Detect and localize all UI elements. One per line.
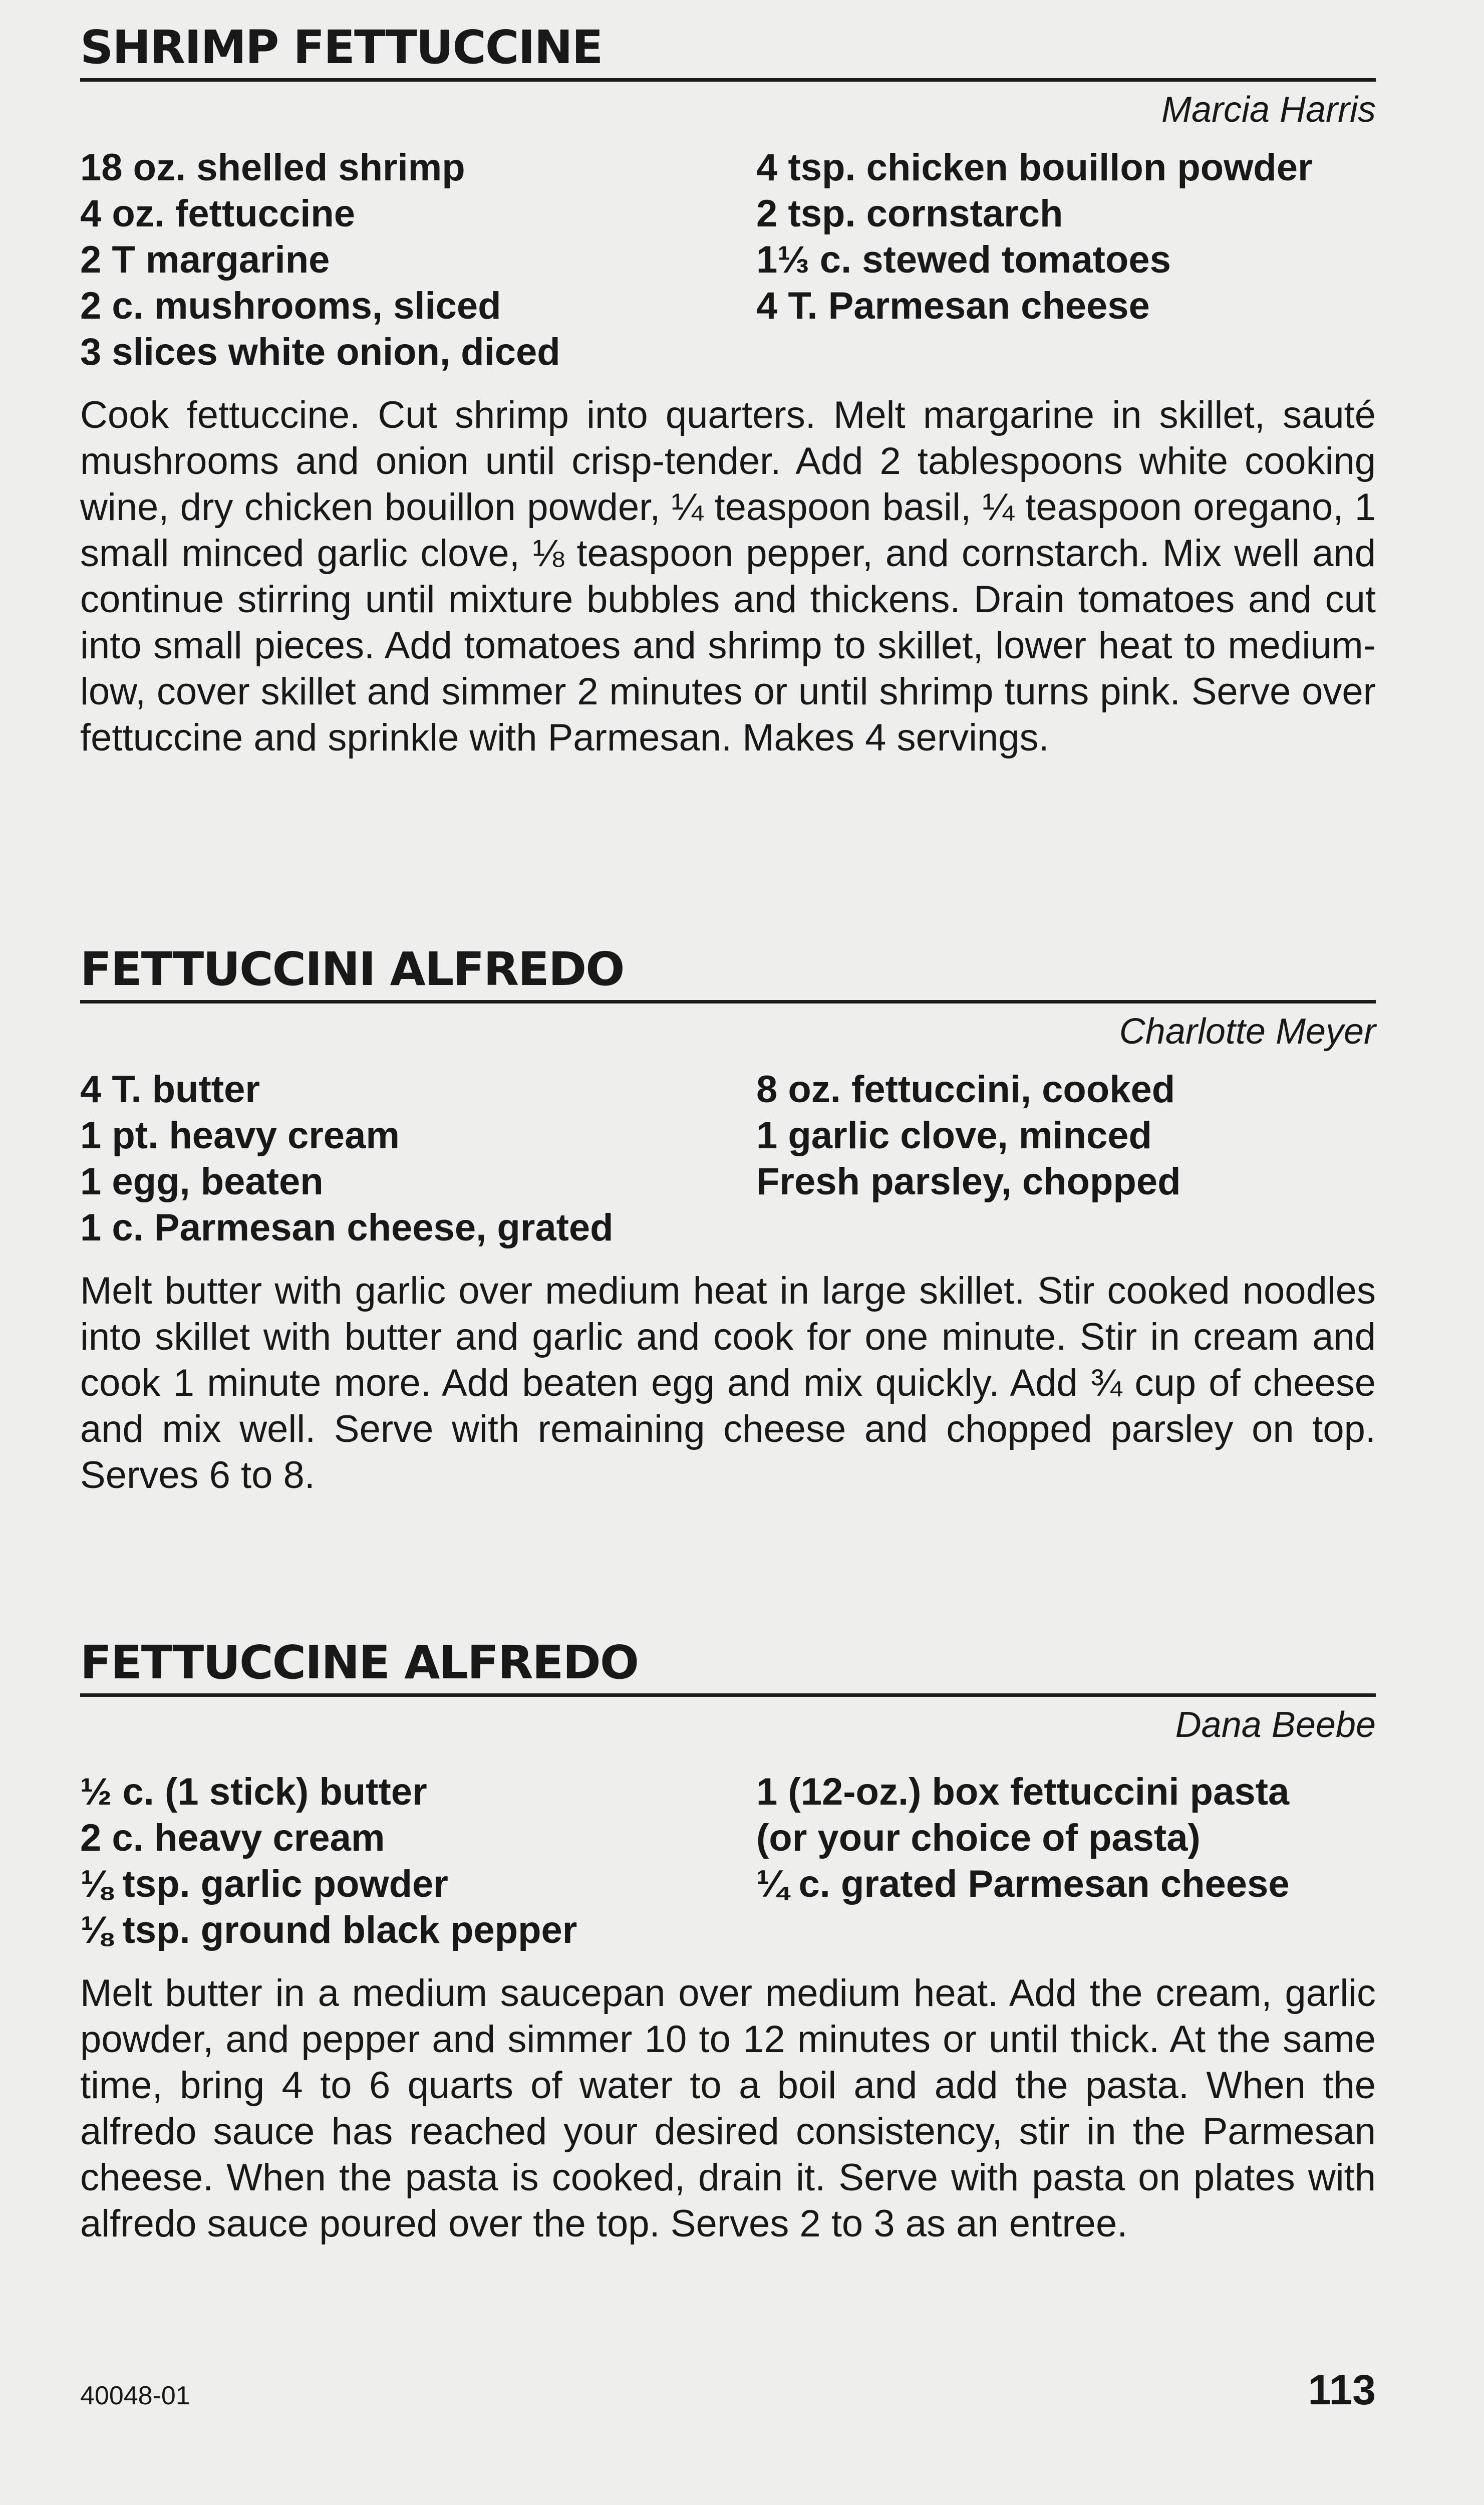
ingredient-item: 1 egg, beaten — [80, 1160, 324, 1203]
ingredient-item: 8 oz. fettuccini, cooked — [756, 1068, 1175, 1111]
ingredient-column-right — [756, 1769, 1376, 1953]
ingredient-item: 2 T margarine — [80, 238, 330, 281]
ingredient-item: Fresh parsley, chopped — [756, 1160, 1181, 1203]
ingredient-item: 1 pt. heavy cream — [80, 1114, 400, 1157]
ingredient-list — [80, 145, 1376, 375]
recipe-directions: Melt butter with garlic over medium heat in large skillet. Stir cooked noodles into skillet with butter and garlic and cook for one minute. Stir in cream and cook 1 minute more. Add beaten egg and mix quickly. Add ¾ cup of cheese and mix well. Serve with remaining cheese and chopped parsley on top. Serves 6 to 8. — [80, 1270, 1376, 1496]
ingredient-item: ⅛ tsp. garlic powder — [80, 1863, 448, 1905]
ingredient-item: 4 T. Parmesan cheese — [756, 285, 1150, 327]
recipe-shrimp-fettuccine — [80, 20, 1376, 799]
page-number: 113 — [1308, 2366, 1376, 2413]
title-divider — [80, 1693, 1376, 1697]
ingredient-item: 3 slices white onion, diced — [80, 331, 560, 373]
ingredient-column-left — [80, 1769, 756, 1953]
ingredient-item: 2 c. heavy cream — [80, 1817, 385, 1859]
ingredient-item: (or your choice of pasta) — [756, 1817, 1201, 1859]
ingredient-column-left — [80, 1067, 756, 1251]
ingredient-item: 1 c. Parmesan cheese, grated — [80, 1206, 614, 1249]
ingredient-item: ⅛ tsp. ground black pepper — [80, 1909, 577, 1951]
ingredient-list — [80, 1769, 1376, 1953]
ingredient-item: 1 garlic clove, minced — [756, 1114, 1152, 1157]
recipe-directions: Cook fettuccine. Cut shrimp into quarters. Melt margarine in skillet, sauté mushrooms and onion until crisp-tender. Add 2 tablespoons white cooking wine, dry chicken bouillon powder, ¼ teaspoon basil, ¼ teaspoon oregano, 1 small minced garlic clove, ⅛ teaspoon pepper, and cornstarch. Mix well and continue stirring until mixture bubbles and thickens. Drain tomatoes and cut into small pieces. Add tomatoes and shrimp to skillet, lower heat to medium-low, cover skillet and simmer 2 minutes or until shrimp turns pink. Serve over fettuccine and sprinkle with Parmesan. Makes 4 servings. — [80, 394, 1376, 759]
recipe-author: Dana Beebe — [1175, 1705, 1376, 1745]
ingredient-item: 1 (12-oz.) box fettuccini pasta — [756, 1771, 1290, 1813]
ingredient-item: 18 oz. shelled shrimp — [80, 146, 465, 189]
footer-code: 40048-01 — [80, 2381, 190, 2410]
ingredient-column-left — [80, 145, 756, 375]
title-divider — [80, 1000, 1376, 1004]
recipe-title: FETTUCCINI ALFREDO — [80, 942, 624, 996]
recipe-title: SHRIMP FETTUCCINE — [80, 21, 603, 74]
ingredient-item: 1⅓ c. stewed tomatoes — [756, 238, 1171, 281]
ingredient-column-right — [756, 1067, 1376, 1251]
ingredient-item: 4 tsp. chicken bouillon powder — [756, 146, 1313, 189]
ingredient-item: 4 oz. fettuccine — [80, 192, 355, 235]
ingredient-column-right — [756, 145, 1376, 375]
ingredient-item: 2 c. mushrooms, sliced — [80, 285, 501, 327]
ingredient-item: ½ c. (1 stick) butter — [80, 1771, 427, 1813]
recipe-fettuccini-alfredo — [80, 942, 1376, 1537]
title-divider — [80, 78, 1376, 82]
recipe-title: FETTUCCINE ALFREDO — [80, 1636, 639, 1689]
recipe-fettuccine-alfredo — [80, 1635, 1376, 2285]
ingredient-item: ¼ c. grated Parmesan cheese — [756, 1863, 1290, 1905]
ingredient-list — [80, 1067, 1376, 1251]
ingredient-item: 4 T. butter — [80, 1068, 260, 1111]
ingredient-item: 2 tsp. cornstarch — [756, 192, 1063, 235]
recipe-author: Charlotte Meyer — [1119, 1012, 1376, 1052]
recipe-directions: Melt butter in a medium saucepan over medium heat. Add the cream, garlic powder, and pepper and simmer 10 to 12 minutes or until thick. At the same time, bring 4 to 6 quarts of water to a boil and add the pasta. When the alfredo sauce has reached your desired consistency, stir in the Parmesan cheese. When the pasta is cooked, drain it. Serve with pasta on plates with alfredo sauce poured over the top. Serves 2 to 3 as an entree. — [80, 1972, 1376, 2245]
recipe-author: Marcia Harris — [1161, 90, 1376, 130]
